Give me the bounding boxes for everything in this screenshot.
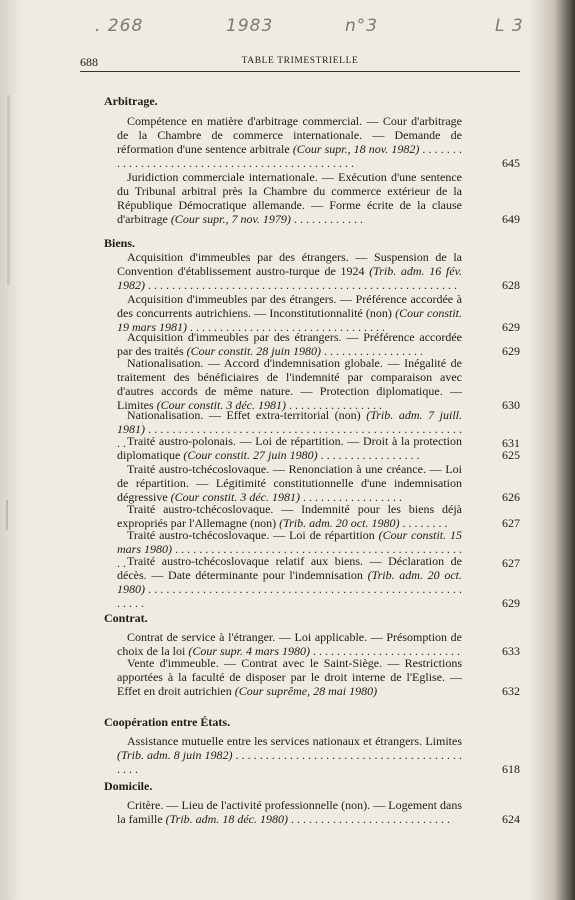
entry-text: Acquisition d'immeubles par des étrangers. — Préférence accordée par des traités: [117, 330, 462, 358]
entry-leader: . . . . . . . . . . . . . . . . . . . . . . . . . . . . . . . . . . . . . . . . . . . . . . .: [117, 142, 463, 170]
entry-text: Juridiction commerciale internationale. — Exécution d'une sentence du Tribunal arbitral près la Chambre du commerce extérieur de la République Démocratique allemande. — Forme écrite de la clause d'arbitrage: [117, 170, 462, 226]
page-ref: 627: [502, 556, 520, 570]
entry-citation: (Cour constit. 28 juin 1980): [186, 344, 321, 358]
entry-citation: (Cour supr., 18 nov. 1982): [292, 142, 420, 156]
entry-leader: . . . . . . . . . . . . . . . . . . . . . . . . .: [313, 644, 461, 658]
page-ref: 630: [502, 398, 520, 412]
entry-leader: . . . . . . . . . . . . . . . . . . . . . . . . . . . . . . . . . . . . . . . . . . . . . . . . . . . .: [148, 278, 457, 292]
entry-citation: (Trib. adm. 16 fév. 1982): [117, 264, 462, 292]
index-entry: [117, 462, 520, 504]
entry-text: Traité austro-polonais. — Loi de répartition. — Droit à la protection diplomatique: [117, 434, 462, 462]
page-ref: 645: [502, 156, 520, 170]
page-ref: 618: [502, 762, 520, 776]
entry-leader: . . . . . . . . . . . . . . . . . . . . . . . . . . . . . . . . .: [190, 320, 386, 334]
entry-leader: . . . . . . . . . . . . . . . . . . . . . . . . . . . . . . . . . . . . . . . . . . . . . . . . . . . . . .: [117, 422, 463, 450]
entry-citation: (Trib. adm. 18 déc. 1980): [165, 812, 288, 826]
binding-gutter: [0, 0, 22, 900]
index-entry: [117, 798, 520, 826]
entry-text: Contrat de service à l'étranger. — Loi applicable. — Présomption de choix de la loi: [117, 630, 462, 658]
entry-citation: (Cour suprême, 28 mai 1980): [234, 684, 378, 698]
section-heading: Coopération entre États.: [104, 715, 231, 729]
index-entry: [117, 656, 520, 698]
scan-mark: [6, 500, 8, 530]
entry-leader: . . . . . . . . . . . . . . . . . . . . . . . . . . .: [290, 812, 450, 826]
page-ref: 627: [502, 516, 520, 530]
entry-text: Assistance mutuelle entre les services nationaux et étrangers. Limites: [127, 734, 462, 748]
entry-citation: (Cour constit. 15 mars 1980): [117, 528, 462, 556]
entry-text: Traité austro-tchécoslovaque. — Indemnité pour les biens déjà expropriés par l'Allemagne (non): [117, 502, 462, 530]
page-ref: 632: [502, 684, 520, 698]
entry-citation: (Cour constit. 3 déc. 1981): [170, 490, 300, 504]
index-entry: [117, 734, 520, 776]
page-ref: 626: [502, 490, 520, 504]
running-header: [80, 55, 520, 72]
page-ref: 628: [502, 278, 520, 292]
page-ref: 631: [502, 436, 520, 450]
entry-text: Traité austro-tchécoslovaque relatif aux biens. — Déclaration de décès. — Date déterminante pour l'indemnisation: [117, 554, 462, 582]
index-entry: [117, 356, 520, 412]
handwritten-year: 1983: [226, 16, 274, 36]
entry-citation: (Cour supr. 4 mars 1980): [188, 644, 311, 658]
entry-leader: . . . . . . . . . . . . . . . . . . . . . . . . . . . . . . . . . . . . . . . . . . . . . . . . . . . . . . . . .: [117, 582, 463, 610]
entry-citation: (Cour constit. 19 mars 1981): [117, 306, 462, 334]
entry-leader: . . . . . . . .: [402, 516, 448, 530]
index-entry: [117, 434, 520, 462]
index-entry: [117, 502, 520, 530]
section-heading: Contrat.: [104, 611, 148, 625]
page-ref: 625: [502, 448, 520, 462]
section-heading: Domicile.: [104, 779, 153, 793]
entry-citation: (Trib. adm. 8 juin 1982): [117, 748, 233, 762]
section-heading: Arbitrage.: [104, 94, 158, 108]
section-heading: Biens.: [104, 236, 136, 250]
entry-citation: (Cour constit. 3 déc. 1981): [156, 398, 286, 412]
entry-text: Traité austro-tchécoslovaque. — Loi de répartition: [127, 528, 379, 542]
index-entry: [117, 250, 520, 292]
entry-text: Critère. — Lieu de l'activité professionnelle (non). — Logement dans la famille: [117, 798, 462, 826]
page-number: 688: [80, 55, 98, 69]
scan-mark: [7, 95, 10, 285]
entry-citation: (Trib. adm. 20 oct. 1980): [117, 568, 462, 596]
entry-text: Traité austro-tchécoslovaque. — Renonciation à une créance. — Loi de répartition. — Légitimité constitutionnelle d'une indemnisation dégressive: [117, 462, 462, 504]
page-ref: 633: [502, 644, 520, 658]
entry-text: Nationalisation. — Accord d'indemnisation globale. — Inégalité de traitement des bénéficiaires de l'indemnité par comparaison avec d'autres accords de même nature. — Protection diplomatique. — Limites: [117, 356, 462, 412]
entry-citation: (Cour constit. 27 juin 1980): [183, 448, 318, 462]
entry-leader: . . . . . . . . . . . . . . . . .: [320, 448, 420, 462]
entry-citation: (Trib. adm. 20 oct. 1980): [279, 516, 400, 530]
handwritten-code: L 3: [495, 16, 524, 36]
entry-text: Acquisition d'immeubles par des étrangers. — Préférence accordée à des concurrents autrichiens. — Inconstitutionnalité (non): [117, 292, 462, 320]
entry-leader: . . . . . . . . . . . . . . . .: [289, 398, 382, 412]
entry-leader: . . . . . . . . . . . . . . . . .: [323, 344, 423, 358]
handwritten-number: n°3: [345, 16, 379, 36]
entry-text: Acquisition d'immeubles par des étrangers. — Suspension de la Convention d'établissement austro-turque de 1924: [117, 250, 462, 278]
entry-leader: . . . . . . . . . . . . . . . . . . . . . . . . . . . . . . . . . . . . . . . . . . . . . . . . . .: [117, 542, 462, 570]
entry-citation: (Cour supr., 7 nov. 1979): [170, 212, 291, 226]
entry-text: Compétence en matière d'arbitrage commercial. — Cour d'arbitrage de la Chambre de commerce internationale. — Demande de réformation d'une sentence arbitrale: [117, 114, 462, 156]
entry-leader: . . . . . . . . . . . . . . . . .: [302, 490, 402, 504]
running-title: TABLE TRIMESTRIELLE: [241, 56, 359, 66]
entry-text: Nationalisation. — Effet extra-territorial (non): [127, 408, 367, 422]
entry-citation: (Trib. adm. 7 juill. 1981): [117, 408, 462, 436]
entry-leader: . . . . . . . . . . . . . . . . . . . . . . . . . . . . . . . . . . . . . . . . . .: [117, 748, 463, 776]
handwritten-note: . 268: [95, 16, 144, 36]
page-ref: 629: [502, 320, 520, 334]
index-entry: [117, 330, 520, 358]
page-edge-shadow: [529, 0, 575, 900]
index-entry: [117, 292, 520, 334]
entry-leader: . . . . . . . . . . . .: [293, 212, 363, 226]
page-ref: 629: [502, 596, 520, 610]
page-ref: 649: [502, 212, 520, 226]
page-ref: 624: [502, 812, 520, 826]
index-entry: [117, 170, 520, 226]
index-entry: [117, 630, 520, 658]
index-entry: [117, 114, 520, 170]
index-entry: [117, 554, 520, 610]
entry-text: Vente d'immeuble. — Contrat avec le Saint-Siège. — Restrictions apportées à la faculté de disposer par le droit interne de l'Eglise. — Effet en droit autrichien: [117, 656, 462, 698]
page-ref: 629: [502, 344, 520, 358]
